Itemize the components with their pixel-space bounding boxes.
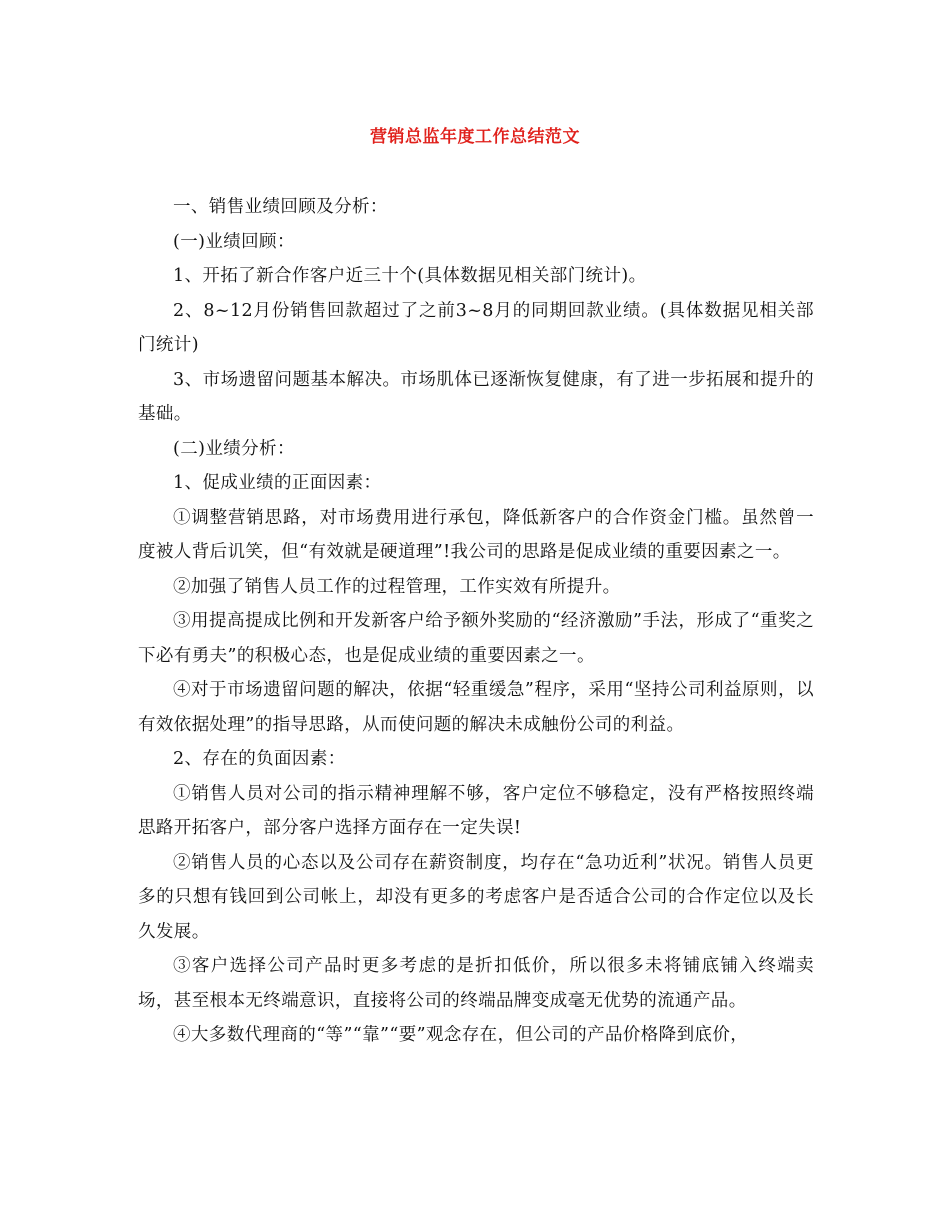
paragraph: ②销售人员的心态以及公司存在薪资制度，均存在“急功近利”状况。销售人员更多的只想有钱回到公司帐上，却没有更多的考虑客户是否适合公司的合作定位以及长久发展。: [138, 852, 814, 942]
paragraph: 2、存在的负面因素：: [173, 749, 346, 769]
subsection-heading: (二)业绩分析：: [173, 438, 295, 459]
paragraph: 1、开拓了新合作客户近三十个(具体数据见相关部门统计)。: [173, 266, 647, 286]
paragraph: ①调整营销思路，对市场费用进行承包，降低新客户的合作资金门槛。虽然曾一度被人背后讥笑，但“有效就是硬道理”!我公司的思路是促成业绩的重要因素之一。: [138, 507, 814, 562]
paragraph: ④对于市场遗留问题的解决，依据“轻重缓急”程序，采用“坚持公司利益原则，以有效依据处理”的指导思路，从而使问题的解决未成触份公司的利益。: [138, 680, 814, 735]
document-title: 营销总监年度工作总结范文: [370, 127, 580, 147]
paragraph: 1、促成业绩的正面因素：: [173, 473, 382, 493]
paragraph: ②加强了销售人员工作的过程管理，工作实效有所提升。: [173, 576, 621, 597]
paragraph: 3、市场遗留问题基本解决。市场肌体已逐渐恢复健康，有了进一步拓展和提升的基础。: [138, 369, 814, 424]
paragraph: ③用提高提成比例和开发新客户给予额外奖励的“经济激励”手法，形成了“重奖之下必有勇夫”的积极心态，也是促成业绩的重要因素之一。: [138, 611, 814, 666]
section-heading: 一、销售业绩回顾及分析：: [173, 197, 388, 217]
paragraph: ③客户选择公司产品时更多考虑的是折扣低价，所以很多未将铺底铺入终端卖场，甚至根本无终端意识，直接将公司的终端品牌变成毫无优势的流通产品。: [138, 956, 814, 1011]
paragraph: ①销售人员对公司的指示精神理解不够，客户定位不够稳定，没有严格按照终端思路开拓客户，部分客户选择方面存在一定失误!: [138, 783, 814, 838]
paragraph: ④大多数代理商的“等”“靠”“要”观念存在，但公司的产品价格降到底价，: [173, 1025, 749, 1045]
subsection-heading: (一)业绩回顾：: [173, 231, 295, 252]
document-body: [138, 190, 814, 1053]
paragraph: 2、8~12月份销售回款超过了之前3~8月的同期回款业绩。(具体数据见相关部门统计): [138, 300, 814, 355]
